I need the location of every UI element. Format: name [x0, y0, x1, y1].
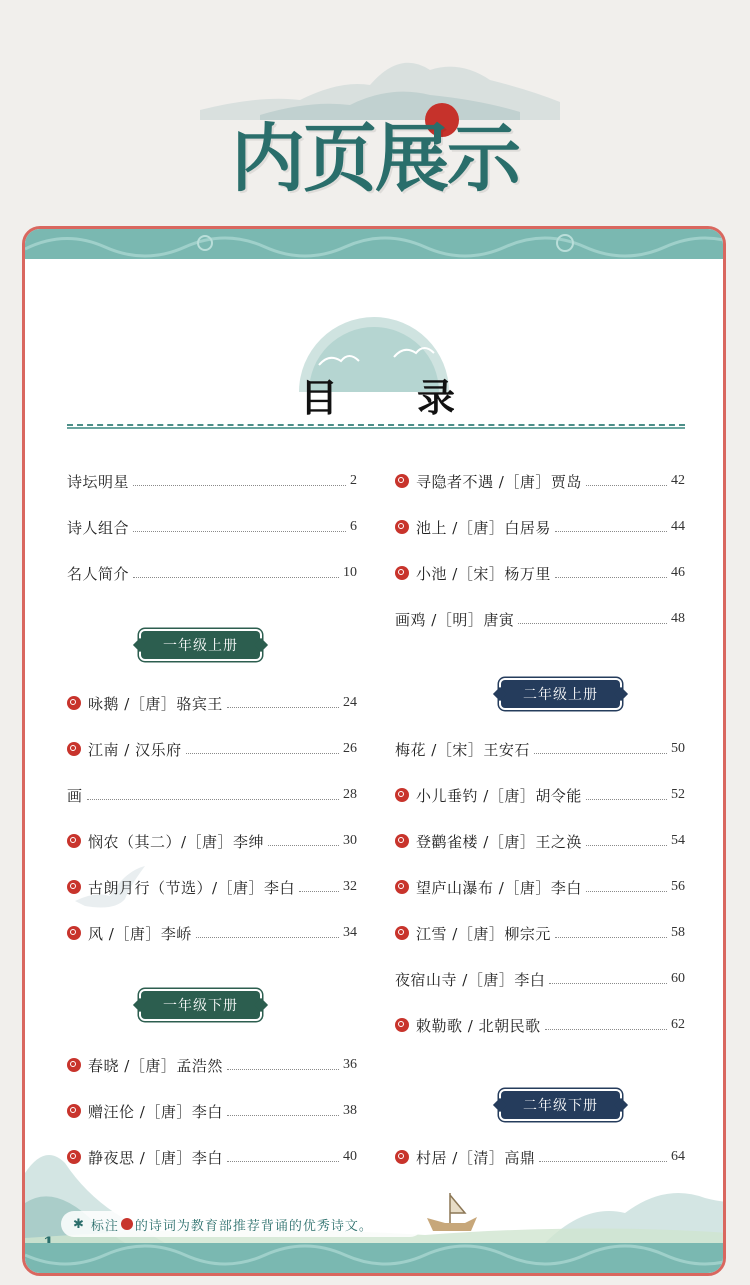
entry-page: 34: [343, 925, 357, 940]
leader-dots: [133, 523, 346, 532]
recommended-marker-icon: [395, 1018, 409, 1032]
entry-page: 26: [343, 741, 357, 756]
entry-title: 风 /［唐］李峤: [88, 924, 192, 943]
leader-dots: [196, 929, 339, 938]
toc-entry[interactable]: [67, 875, 357, 899]
leader-dots: [545, 1021, 667, 1030]
entry-title: 咏鹅 /［唐］骆宾王: [88, 694, 223, 713]
recommendation-note: [61, 1211, 423, 1237]
entry-title: 悯农（其二）/［唐］李绅: [88, 832, 265, 851]
entry-page: 38: [343, 1103, 357, 1118]
leader-dots: [555, 569, 667, 578]
entry-page: 24: [343, 695, 357, 710]
section-badge-grade1-vol1: [141, 631, 260, 659]
toc-entry[interactable]: [395, 737, 685, 761]
toc-entry[interactable]: [67, 829, 357, 853]
entry-title: 赠汪伦 /［唐］李白: [88, 1102, 223, 1121]
top-pattern-band: [25, 229, 723, 259]
asterisk-icon: ✱: [73, 1216, 85, 1232]
entry-page: 56: [671, 879, 685, 894]
recommended-marker-icon: [395, 474, 409, 488]
entry-title: 诗人组合: [67, 518, 130, 537]
toc-entry[interactable]: [67, 737, 357, 761]
section-label: 二年级上册: [523, 687, 598, 703]
entry-title: 登鹳雀楼 /［唐］王之涣: [416, 832, 582, 851]
entry-page: 40: [343, 1149, 357, 1164]
leader-dots: [133, 477, 346, 486]
leader-dots: [555, 929, 667, 938]
note-suffix: 的诗词为教育部推荐背诵的优秀诗文。: [134, 1218, 373, 1234]
entry-page: 64: [671, 1149, 685, 1164]
entry-title: 梅花 /［宋］王安石: [395, 740, 530, 759]
recommended-marker-icon: [395, 926, 409, 940]
recommended-marker-icon: [67, 880, 81, 894]
leader-dots: [555, 523, 667, 532]
entry-title: 江南 / 汉乐府: [88, 740, 182, 759]
entry-page: 32: [343, 879, 357, 894]
entry-page: 60: [671, 971, 685, 986]
bottom-pattern-band: [25, 1243, 723, 1273]
entry-title: 敕勒歌 / 北朝民歌: [416, 1016, 541, 1035]
toc-entry[interactable]: [395, 561, 685, 585]
leader-dots: [586, 477, 667, 486]
entry-title: 夜宿山寺 /［唐］李白: [395, 970, 546, 989]
entry-page: 48: [671, 611, 685, 626]
recommended-marker-icon: [395, 880, 409, 894]
section-label: 一年级上册: [163, 638, 238, 654]
entry-title: 江雪 /［唐］柳宗元: [416, 924, 551, 943]
recommended-marker-icon: [395, 520, 409, 534]
entry-title: 诗坛明星: [67, 472, 130, 491]
recommended-marker-icon: [121, 1218, 133, 1230]
recommended-marker-icon: [67, 1058, 81, 1072]
toc-card: [22, 226, 726, 1276]
entry-title: 画鸡 /［明］唐寅: [395, 610, 515, 629]
entry-title: 静夜思 /［唐］李白: [88, 1148, 223, 1167]
recommended-marker-icon: [395, 788, 409, 802]
entry-page: 36: [343, 1057, 357, 1072]
leader-dots: [227, 1061, 339, 1070]
section-label: 二年级下册: [523, 1098, 598, 1114]
entry-page: 28: [343, 787, 357, 802]
recommended-marker-icon: [67, 834, 81, 848]
entry-page: 52: [671, 787, 685, 802]
recommended-marker-icon: [67, 696, 81, 710]
leader-dots: [186, 745, 339, 754]
toc-entry[interactable]: [67, 515, 357, 539]
toc-entry[interactable]: [395, 875, 685, 899]
note-prefix: 标注: [90, 1218, 119, 1234]
entry-page: 58: [671, 925, 685, 940]
leader-dots: [133, 569, 339, 578]
entry-page: 2: [350, 473, 357, 488]
entry-page: 62: [671, 1017, 685, 1032]
toc-entry[interactable]: [395, 967, 685, 991]
entry-page: 10: [343, 565, 357, 580]
leader-dots: [87, 791, 339, 800]
toc-entry[interactable]: [67, 921, 357, 945]
toc-heading-char-1: 目: [300, 376, 339, 420]
leader-dots: [518, 615, 667, 624]
leader-dots: [586, 883, 667, 892]
toc-heading-char-2: 录: [417, 376, 456, 420]
recommended-marker-icon: [395, 566, 409, 580]
entry-title: 名人简介: [67, 564, 130, 583]
entry-title: 小儿垂钓 /［唐］胡令能: [416, 786, 582, 805]
toc-entry[interactable]: [395, 921, 685, 945]
recommended-marker-icon: [395, 834, 409, 848]
entry-title: 池上 /［唐］白居易: [416, 518, 551, 537]
leader-dots: [549, 975, 667, 984]
entry-title: 寻隐者不遇 /［唐］贾岛: [416, 472, 582, 491]
entry-title: 古朗月行（节选）/［唐］李白: [88, 878, 296, 897]
leader-dots: [227, 699, 339, 708]
toc-entry[interactable]: [67, 691, 357, 715]
toc-entry[interactable]: [395, 783, 685, 807]
section-label: 一年级下册: [163, 998, 238, 1014]
page-title: 内页展示: [231, 116, 519, 202]
leader-dots: [268, 837, 339, 846]
entry-page: 6: [350, 519, 357, 534]
heading-divider-line: [67, 427, 685, 429]
toc-entry[interactable]: [395, 829, 685, 853]
section-badge-grade2-vol1: [501, 680, 620, 708]
entry-title: 村居 /［清］高鼎: [416, 1148, 536, 1167]
toc-entry[interactable]: [395, 1013, 685, 1037]
toc-entry[interactable]: [67, 561, 357, 585]
entry-title: 小池 /［宋］杨万里: [416, 564, 551, 583]
recommended-marker-icon: [67, 926, 81, 940]
leader-dots: [299, 883, 339, 892]
leader-dots: [534, 745, 667, 754]
entry-page: 42: [671, 473, 685, 488]
entry-page: 54: [671, 833, 685, 848]
toc-entry[interactable]: [67, 469, 357, 493]
leader-dots: [586, 837, 667, 846]
entry-page: 44: [671, 519, 685, 534]
entry-page: 50: [671, 741, 685, 756]
leader-dots: [586, 791, 667, 800]
entry-page: 46: [671, 565, 685, 580]
section-badge-grade1-vol2: [141, 991, 260, 1019]
entry-title: 画: [67, 786, 83, 805]
heading-divider: [67, 424, 685, 426]
toc-entry[interactable]: [67, 783, 357, 807]
recommended-marker-icon: [67, 742, 81, 756]
entry-title: 春晓 /［唐］孟浩然: [88, 1056, 223, 1075]
toc-entry[interactable]: [395, 607, 685, 631]
entry-title: 望庐山瀑布 /［唐］李白: [416, 878, 582, 897]
toc-entry[interactable]: [395, 515, 685, 539]
entry-page: 30: [343, 833, 357, 848]
toc-entry[interactable]: [395, 469, 685, 493]
